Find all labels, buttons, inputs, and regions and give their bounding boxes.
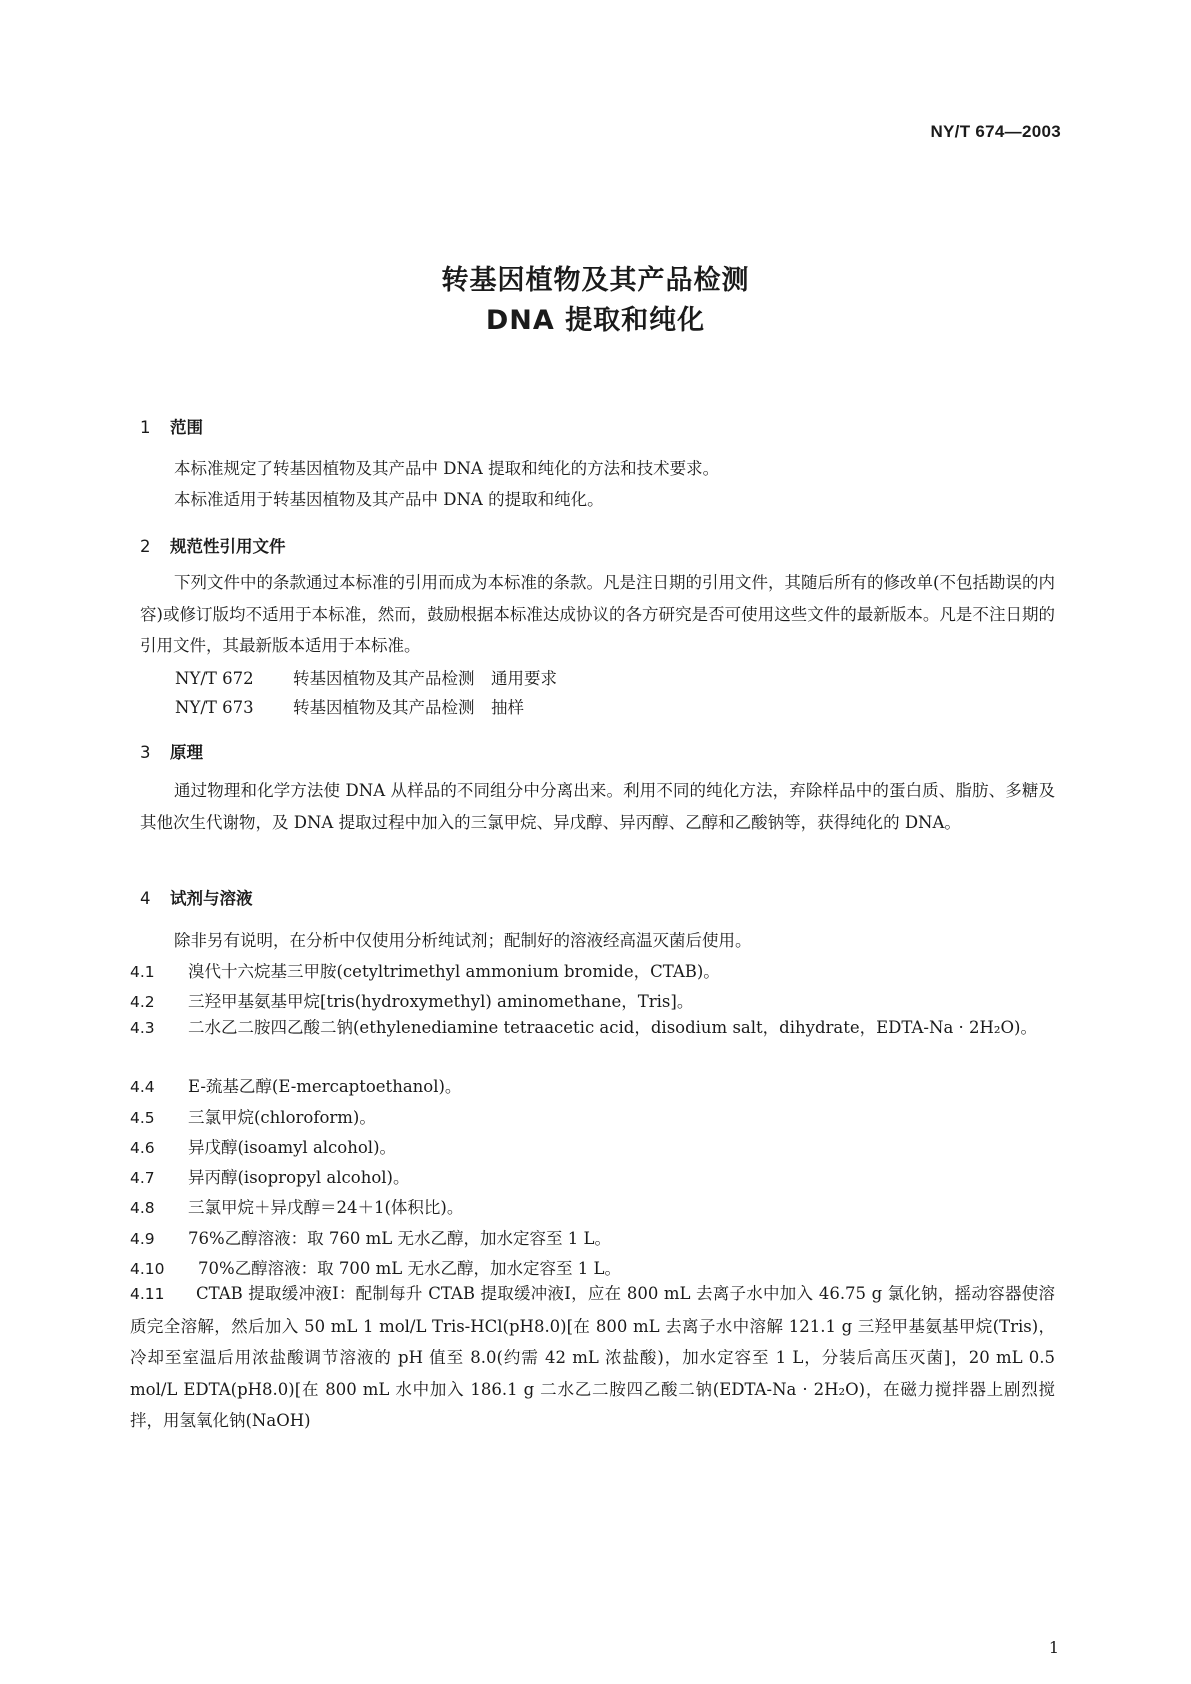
- section-title: 原理: [170, 743, 203, 762]
- item-text: 二水乙二胺四乙酸二钠(ethylenediamine tetraacetic acid，disodium salt，dihydrate，EDTA-Na · 2H₂O)。: [188, 1018, 1037, 1037]
- item-text: 异丙醇(isopropyl alcohol)。: [188, 1168, 410, 1187]
- section-heading-reagents: [140, 885, 253, 909]
- reference-item: [175, 665, 557, 689]
- item-number: 4.6: [130, 1139, 155, 1157]
- section-title: 规范性引用文件: [170, 537, 286, 556]
- item-number: 4.3: [130, 1019, 155, 1037]
- item-text: 三氯甲烷(chloroform)。: [188, 1108, 376, 1127]
- section-number: 4: [140, 889, 151, 908]
- item-number: 4.11: [130, 1285, 165, 1303]
- item-number: 4.2: [130, 993, 155, 1011]
- reference-code: NY/T 672: [175, 669, 254, 688]
- reagent-item: [130, 1164, 409, 1188]
- item-text: 三羟甲基氨基甲烷[tris(hydroxymethyl) aminomethane，Tris]。: [188, 992, 694, 1011]
- section-number: 2: [140, 537, 151, 556]
- document-title-line1: 转基因植物及其产品检测: [441, 265, 750, 296]
- paragraph: 下列文件中的条款通过本标准的引用而成为本标准的条款。凡是注日期的引用文件，其随后所有的修改单(不包括勘误的内容)或修订版均不适用于本标准，然而，鼓励根据本标准达成协议的各方研究是否可使用这些文件的最新版本。凡是不注日期的引用文件，其最新版本适用于本标准。: [140, 573, 1055, 655]
- reference-item: [175, 694, 524, 718]
- reagent-item: [130, 988, 693, 1012]
- paragraph: 本标准规定了转基因植物及其产品中 DNA 提取和纯化的方法和技术要求。: [174, 459, 720, 478]
- item-number: 4.10: [130, 1260, 165, 1278]
- item-text: 76%乙醇溶液：取 760 mL 无水乙醇，加水定容至 1 L。: [188, 1229, 611, 1248]
- reagent-item: [130, 1104, 376, 1128]
- document-title-line2: DNA 提取和纯化: [485, 305, 706, 336]
- item-number: 4.7: [130, 1169, 155, 1187]
- page-number: 1: [1048, 1638, 1059, 1657]
- reagent-item: [130, 1278, 1055, 1437]
- paragraph: 本标准适用于转基因植物及其产品中 DNA 的提取和纯化。: [174, 490, 604, 509]
- item-text: E-巯基乙醇(E-mercaptoethanol)。: [188, 1077, 462, 1096]
- reagent-item: [130, 1255, 621, 1279]
- section-number: 1: [140, 418, 151, 437]
- item-number: 4.9: [130, 1230, 155, 1248]
- standard-code: NY/T 674—2003: [930, 122, 1061, 141]
- section-heading-references: [140, 533, 286, 557]
- item-number: 4.4: [130, 1078, 155, 1096]
- item-text: CTAB 提取缓冲液Ⅰ：配制每升 CTAB 提取缓冲液Ⅰ，应在 800 mL 去离子水中加入 46.75 g 氯化钠，摇动容器使溶质完全溶解，然后加入 50 mL 1 mol/L Tris-HCl(pH8.0)[在 800 mL 去离子水中溶解 121.1 g 三羟甲基氨基甲烷(Tris)，冷却至室温后用浓盐酸调节溶液的 pH 值至 8.0(约需 42 mL 浓盐酸)，加水定容至 1 L，分装后高压灭菌]，20 mL 0.5 mol/L EDTA(pH8.0)[在 800 mL 水中加入 186.1 g 二水乙二胺四乙酸二钠(EDTA-Na · 2H₂O)，在磁力搅拌器上剧烈搅拌，用氢氧化钠(NaOH): [130, 1284, 1055, 1430]
- section-title: 范围: [170, 418, 203, 437]
- section-heading-scope: [140, 414, 203, 438]
- paragraph: 除非另有说明，在分析中仅使用分析纯试剂；配制好的溶液经高温灭菌后使用。: [174, 931, 752, 950]
- reagent-item: [130, 1194, 463, 1218]
- reagent-item: [130, 1012, 1055, 1045]
- item-text: 三氯甲烷＋异戊醇＝24＋1(体积比)。: [188, 1198, 464, 1217]
- item-number: 4.5: [130, 1109, 155, 1127]
- section-title: 试剂与溶液: [170, 889, 253, 908]
- reagent-item: [130, 1073, 461, 1097]
- section-heading-principle: [140, 739, 203, 763]
- reference-code: NY/T 673: [175, 698, 254, 717]
- item-number: 4.8: [130, 1199, 155, 1217]
- reagent-item: [130, 958, 720, 982]
- item-number: 4.1: [130, 963, 155, 981]
- item-text: 70%乙醇溶液：取 700 mL 无水乙醇，加水定容至 1 L。: [198, 1259, 621, 1278]
- item-text: 异戊醇(isoamyl alcohol)。: [188, 1138, 397, 1157]
- reagent-item: [130, 1134, 396, 1158]
- paragraph: 通过物理和化学方法使 DNA 从样品的不同组分中分离出来。利用不同的纯化方法，弃除样品中的蛋白质、脂肪、多糖及其他次生代谢物，及 DNA 提取过程中加入的三氯甲烷、异戊醇、异丙醇、乙醇和乙酸钠等，获得纯化的 DNA。: [140, 781, 1055, 832]
- reference-title: 转基因植物及其产品检测 通用要求: [293, 669, 557, 688]
- section-number: 3: [140, 743, 151, 762]
- item-text: 溴代十六烷基三甲胺(cetyltrimethyl ammonium bromide，CTAB)。: [188, 962, 720, 981]
- reference-title: 转基因植物及其产品检测 抽样: [293, 698, 524, 717]
- reagent-item: [130, 1225, 611, 1249]
